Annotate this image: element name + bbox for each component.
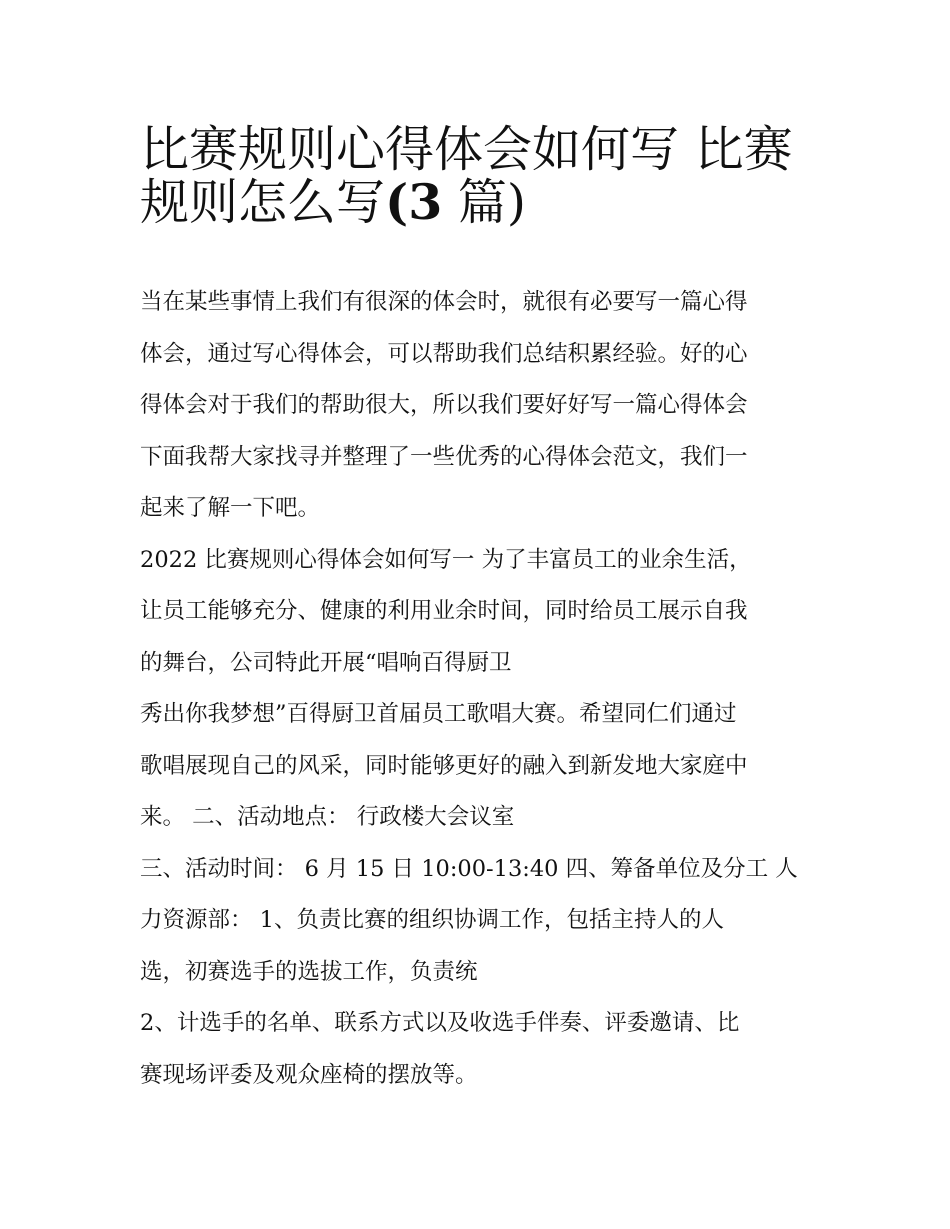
body-line: 来。 二、活动地点： 行政楼大会议室	[140, 804, 515, 830]
body-line: 选，初赛选手的选拔工作，负责统	[140, 958, 478, 985]
body-line: 力资源部： 1、负责比赛的组织协调工作，包括主持人的人	[140, 907, 724, 933]
body-line: 当在某些事情上我们有很深的体会时，就很有必要写一篇心得	[140, 289, 748, 315]
title-line-2-suffix: 篇)	[442, 173, 526, 231]
body-line: 三、活动时间： 6 月 15 日 10:00-13:40 四、筹备单位及分工 人	[140, 855, 798, 882]
body-line: 起来了解一下吧。	[140, 495, 321, 521]
body-line: 体会，通过写心得体会，可以帮助我们总结积累经验。好的心	[140, 340, 748, 367]
body-line: 歌唱展现自己的风采，同时能够更好的融入到新发地大家庭中	[140, 752, 748, 779]
body-line: 2022 比赛规则心得体会如何写一 为了丰富员工的业余生活，	[140, 546, 752, 573]
body-line: 2、计选手的名单、联系方式以及收选手伴奏、评委邀请、比	[140, 1010, 740, 1036]
body-line: 让员工能够充分、健康的利用业余时间，同时给员工展示自我	[140, 598, 748, 624]
body-line: 得体会对于我们的帮助很大，所以我们要好好写一篇心得体会	[140, 392, 748, 418]
document-title	[140, 112, 820, 231]
title-line-2-prefix: 规则怎么写	[140, 173, 386, 231]
body-line: 的舞台，公司特此开展“唱响百得厨卫	[140, 649, 512, 676]
body-line: 秀出你我梦想”百得厨卫首届员工歌唱大赛。希望同仁们通过	[140, 701, 737, 727]
document-body	[140, 277, 830, 1101]
title-line-2-bold: (3	[385, 172, 443, 231]
body-line: 下面我帮大家找寻并整理了一些优秀的心得体会范文，我们一	[140, 443, 748, 470]
title-line-1: 比赛规则心得体会如何写 比赛	[140, 121, 793, 178]
body-line: 赛现场评委及观众座椅的摆放等。	[140, 1061, 478, 1088]
